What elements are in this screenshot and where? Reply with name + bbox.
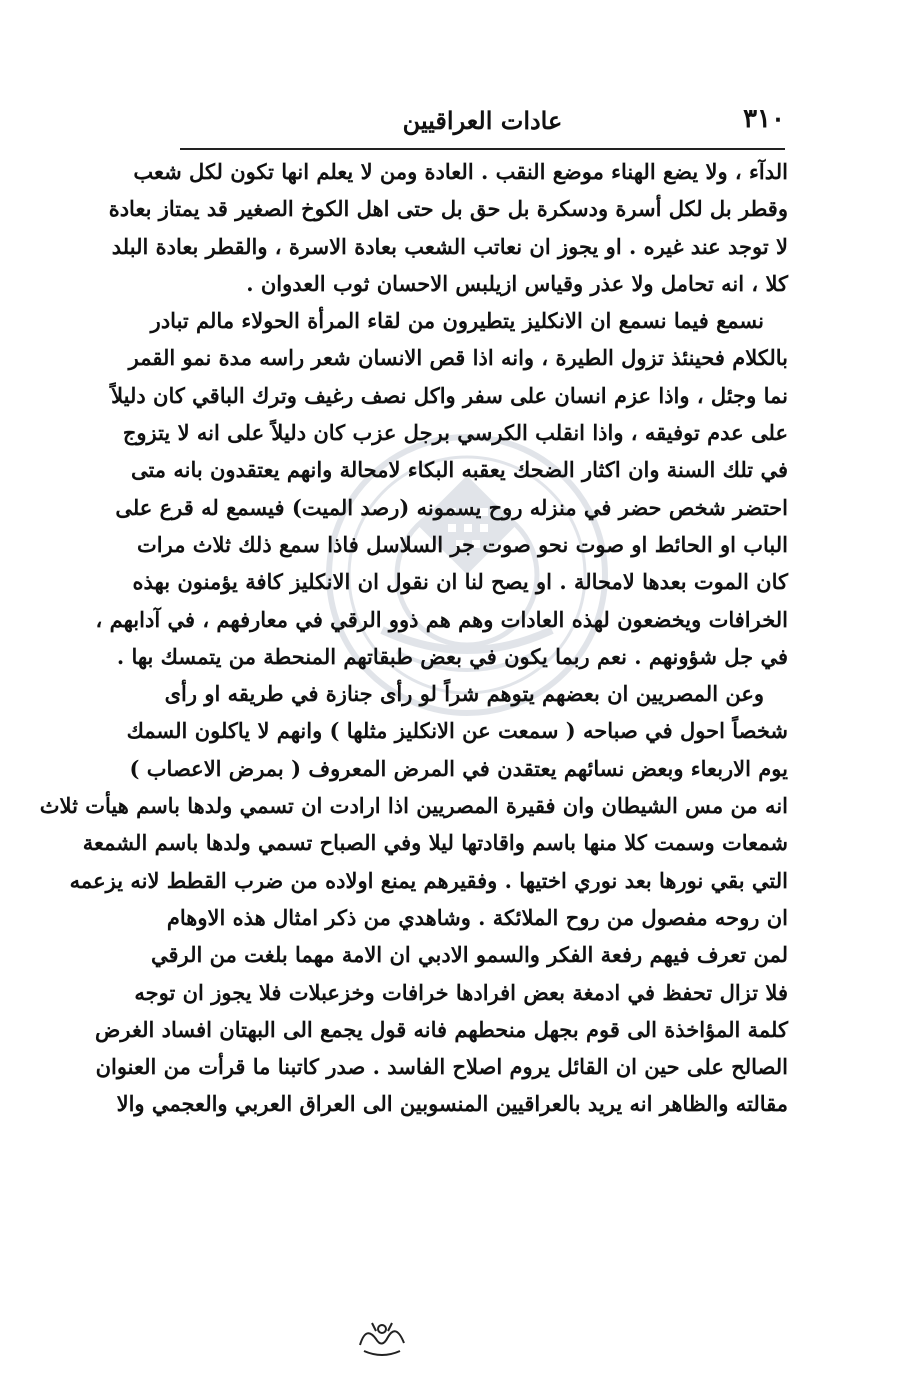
text-line-12: كان الموت بعدها لامحالة . او يصح لنا ان نقول ان الانكليز كافة يؤمنون بهذه: [132, 569, 788, 595]
text-line-15: وعن المصريين ان بعضهم يتوهم شراً لو رأى جنازة في طريقه او رأى: [164, 681, 764, 707]
text-line-16: شخصاً احول في صباحه ( سمعت عن الانكليز مثلها ) وانهم لا ياكلون السمك: [126, 718, 788, 744]
body-text: [39, 153, 788, 1123]
text-line-26: مقالته والظاهر انه يريد بالعراقيين المنسوبين الى العراق العربي والعجمي والا: [116, 1091, 788, 1117]
text-line-2: وقطر بل لكل أسرة ودسكرة بل حق بل حتى اهل الكوخ الصغير قد يمتاز بعادة: [108, 196, 788, 222]
text-line-22: لمن تعرف فيهم رفعة الفكر والسمو الادبي ان الامة مهما بلغت من الرقي: [150, 942, 788, 968]
text-line-10: احتضر شخص حضر في منزله روح يسمونه (رصد الميت) فيسمع له قرع على: [115, 494, 788, 520]
text-line-1: الدآء ، ولا يضع الهناء موضع النقب . العادة ومن لا يعلم انها تكون لكل شعب: [133, 159, 788, 184]
text-line-17: يوم الاربعاء وبعض نسائهم يعتقدن في المرض المعروف ( بمرض الاعصاب ): [129, 755, 788, 781]
text-line-19: شمعات وسمت كلا منها باسم واقادتها ليلا وفي الصباح تسمي ولدها باسم الشمعة: [82, 830, 788, 856]
decorative-flourish-icon: [352, 1315, 412, 1359]
text-line-8: على عدم توفيقه ، واذا انقلب الكرسي برجل عزب كان دليلاً على انه لا يتزوج: [122, 420, 788, 446]
page-header: [180, 100, 785, 146]
text-line-25: الصالح على حين ان القائل يروم اصلاح الفاسد . صدر كاتبنا ما قرأت من العنوان: [95, 1054, 788, 1080]
text-line-3: لا توجد عند غيره . او يجوز ان نعاتب الشعب بعادة الاسرة ، والقطر بعادة البلد: [111, 233, 788, 259]
text-line-9: في تلك السنة وان اكثار الضحك يعقبه البكاء لامحالة وانهم يعتقدون بانه متى: [130, 457, 788, 483]
text-line-5: نسمع فيما نسمع ان الانكليز يتطيرون من لقاء المرأة الحولاء مالم تبادر: [150, 308, 764, 334]
text-line-7: نما وجئل ، واذا عزم انسان على سفر واكل نصف رغيف وترك الباقي كان دليلاً: [111, 382, 788, 408]
text-line-4: كلا ، انه تحامل ولا عذر وقياس ازيلبس الاحسان ثوب العدوان .: [246, 270, 788, 296]
text-line-20: التي بقي نورها بعد نوري اختيها . وفقيرهم يمنع اولاده من ضرب القطط لانه يزعمه: [69, 867, 788, 893]
page-number: ٣١٠: [743, 104, 785, 134]
text-line-11: الباب او الحائط او صوت نحو صوت جر السلاسل فاذا سمع ذلك ثلاث مرات: [137, 531, 788, 557]
text-line-14: في جل شؤونهم . نعم ربما يكون في بعض طبقاتهم المنحطة من يتمسك بها .: [116, 643, 788, 669]
text-line-18: انه من مس الشيطان وان فقيرة المصريين اذا ارادت ان تسمي ولدها باسم هيأت ثلاث: [39, 793, 788, 819]
text-line-13: الخرافات ويخضعون لهذه العادات وهم هم ذوو الرقي في معارفهم ، في آدابهم ،: [95, 606, 788, 632]
text-line-23: فلا تزال تحفظ في ادمغة بعض افرادها خرافات وخزعبلات فلا يجوز ان توجه: [134, 979, 788, 1005]
header-rule: [180, 148, 785, 150]
running-title: عادات العراقيين: [402, 106, 563, 135]
text-line-24: كلمة المؤاخذة الى قوم بجهل منحطهم فانه قول يجمع الى البهتان افساد الغرض: [94, 1016, 788, 1042]
text-line-21: ان روحه مفصول من روح الملائكة . وشاهدي من ذكر امثال هذه الاوهام: [166, 904, 788, 930]
text-line-6: بالكلام فحينئذ تزول الطيرة ، وانه اذا قص الانسان شعر راسه مدة نمو القمر: [128, 345, 788, 371]
